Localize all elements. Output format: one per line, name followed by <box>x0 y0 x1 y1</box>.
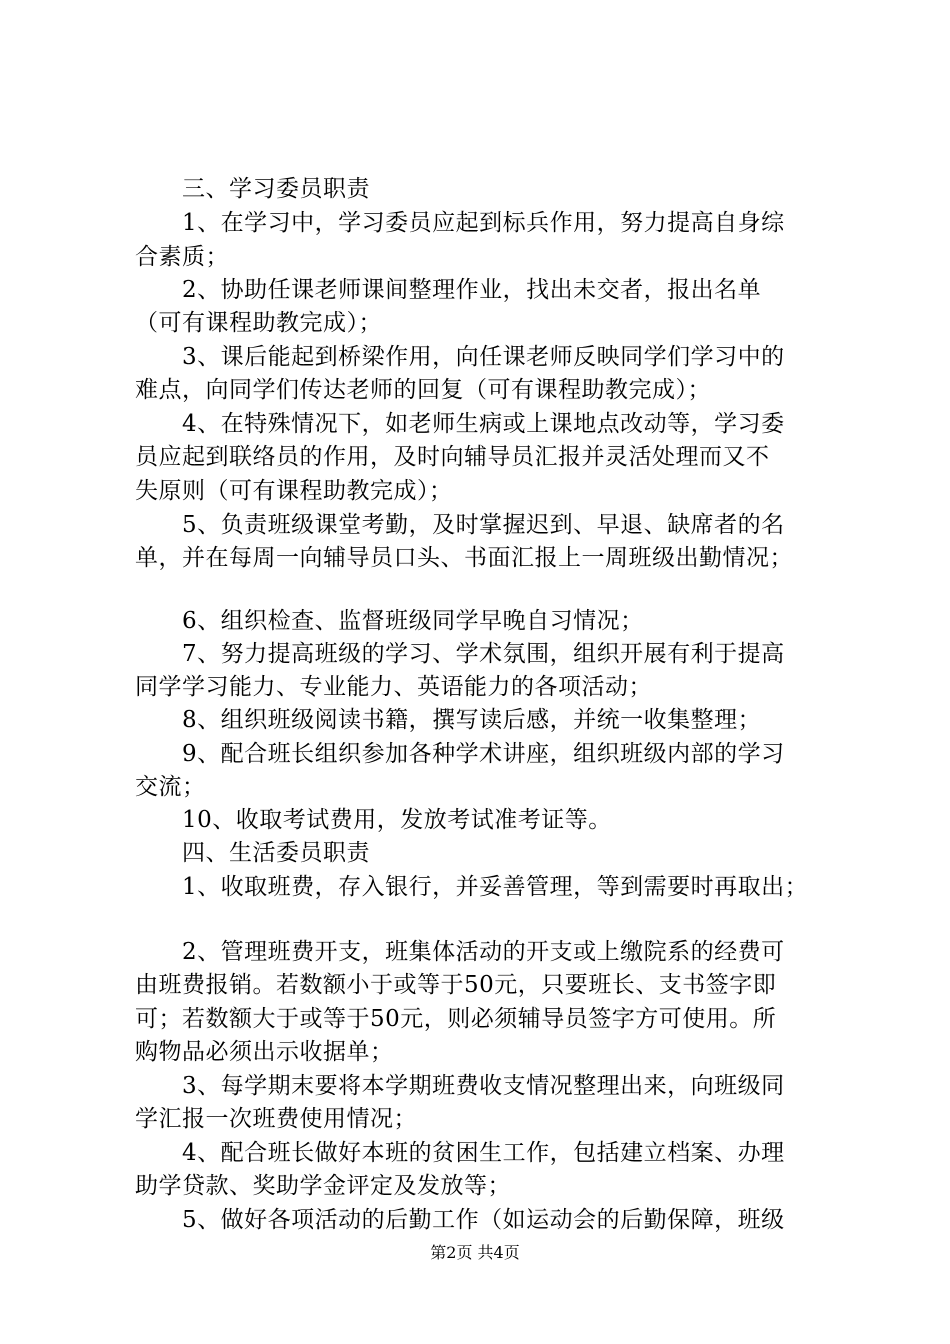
paragraph-line: 2、管理班费开支，班集体活动的开支或上缴院系的经费可 <box>135 939 785 965</box>
paragraph-line: 1、收取班费，存入银行，并妥善管理，等到需要时再取出； <box>135 874 809 900</box>
paragraph-line: 可；若数额大于或等于50元，则必须辅导员签字方可使用。所 <box>135 1006 777 1032</box>
paragraph-line: 合素质； <box>135 244 229 270</box>
paragraph-line: 单，并在每周一向辅导员口头、书面汇报上一周班级出勤情况； <box>135 545 793 571</box>
paragraph-line: 5、负责班级课堂考勤，及时掌握迟到、早退、缺席者的名 <box>135 512 785 538</box>
paragraph-line: 10、收取考试费用，发放考试准考证等。 <box>135 807 612 833</box>
page-number-footer: 第2页 共4页 <box>430 1243 520 1262</box>
paragraph-line: 3、每学期末要将本学期班费收支情况整理出来，向班级同 <box>135 1073 785 1099</box>
paragraph-line: 2、协助任课老师课间整理作业，找出未交者，报出名单 <box>135 277 762 303</box>
paragraph-line: 4、在特殊情况下，如老师生病或上课地点改动等，学习委 <box>135 411 785 437</box>
section-heading-study-committee: 三、学习委员职责 <box>135 176 370 202</box>
paragraph-line: 7、努力提高班级的学习、学术氛围，组织开展有利于提高 <box>135 641 785 667</box>
paragraph-line: 由班费报销。若数额小于或等于50元，只要班长、支书签字即 <box>135 972 777 998</box>
paragraph-line: 助学贷款、奖助学金评定及发放等； <box>135 1173 511 1199</box>
paragraph-line: 学汇报一次班费使用情况； <box>135 1106 417 1132</box>
paragraph-line: 1、在学习中，学习委员应起到标兵作用，努力提高自身综 <box>135 210 785 236</box>
paragraph-line: 4、配合班长做好本班的贫困生工作，包括建立档案、办理 <box>135 1140 785 1166</box>
section-heading-life-committee: 四、生活委员职责 <box>135 840 370 866</box>
paragraph-line: 9、配合班长组织参加各种学术讲座，组织班级内部的学习 <box>135 741 785 767</box>
paragraph-line: 5、做好各项活动的后勤工作（如运动会的后勤保障，班级 <box>135 1207 785 1233</box>
paragraph-line: （可有课程助教完成）； <box>135 310 382 336</box>
paragraph-line: 交流； <box>135 774 206 800</box>
paragraph-line: 同学学习能力、专业能力、英语能力的各项活动； <box>135 674 652 700</box>
paragraph-line: 失原则（可有课程助教完成）； <box>135 478 453 504</box>
paragraph-line: 3、课后能起到桥梁作用，向任课老师反映同学们学习中的 <box>135 344 785 370</box>
paragraph-line: 员应起到联络员的作用，及时向辅导员汇报并灵活处理而又不 <box>135 444 770 470</box>
paragraph-line: 8、组织班级阅读书籍，撰写读后感，并统一收集整理； <box>135 707 762 733</box>
paragraph-line: 难点，向同学们传达老师的回复（可有课程助教完成）； <box>135 377 711 403</box>
paragraph-line: 6、组织检查、监督班级同学早晚自习情况； <box>135 608 644 634</box>
paragraph-line: 购物品必须出示收据单； <box>135 1039 394 1065</box>
